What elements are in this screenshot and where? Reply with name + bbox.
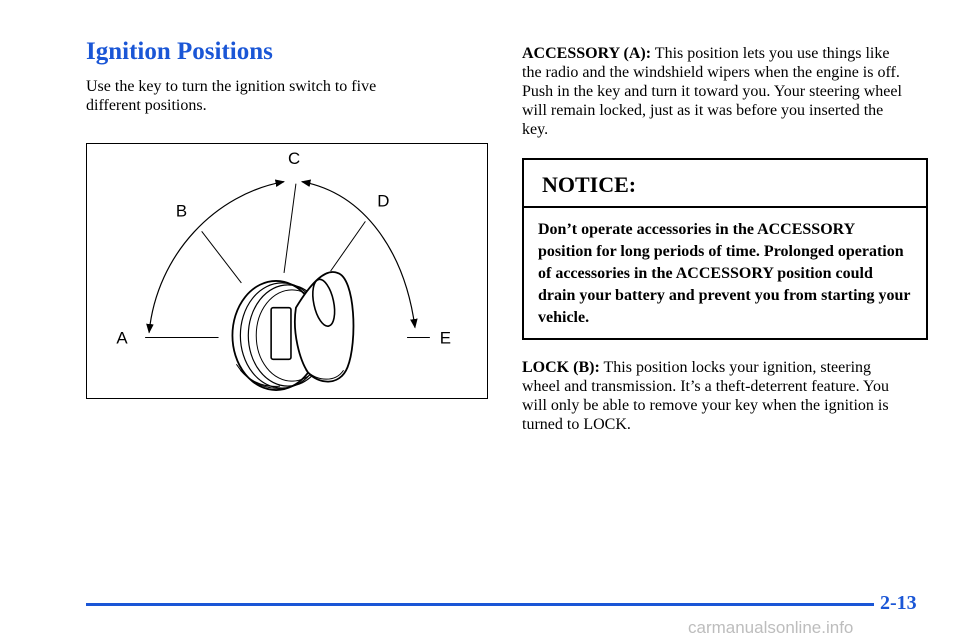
- intro-paragraph: Use the key to turn the ignition switch to five different positions.: [86, 78, 377, 114]
- notice-heading: NOTICE:: [524, 160, 926, 208]
- ignition-diagram-svg: [87, 144, 487, 398]
- position-label-d: D: [377, 191, 390, 211]
- position-label-e: E: [439, 328, 452, 348]
- position-label-b: B: [175, 201, 188, 221]
- line-c: [284, 184, 296, 273]
- lock-text: This position locks your ignition, steering wheel and transmission. It’s a theft-deterrent feature. You will only be able to remove your key when the ignition is turned to LOCK.: [522, 359, 890, 433]
- position-label-c: C: [287, 148, 301, 168]
- accessory-paragraph: [522, 44, 912, 139]
- watermark: carmanualsonline.info: [688, 618, 854, 637]
- page-title: Ignition Positions: [86, 38, 273, 65]
- arc-a-to-c: [149, 182, 284, 333]
- line-b: [202, 231, 242, 283]
- position-label-a: A: [116, 328, 128, 348]
- lock-heading: LOCK (B):: [522, 359, 600, 376]
- page-number: 2-13: [880, 592, 917, 614]
- lock-paragraph: [522, 358, 912, 434]
- notice-box: [522, 158, 928, 340]
- line-d: [331, 221, 366, 271]
- accessory-heading: ACCESSORY (A):: [522, 45, 652, 62]
- notice-text: Don’t operate accessories in the ACCESSORY position for long periods of time. Prolonged operation of accessories in the ACCESSORY position could drain your battery and prevent you from starting your vehicle.: [538, 221, 911, 326]
- accessory-text: This position lets you use things like the radio and the windshield wipers when the engine is off. Push in the key and turn it toward you. Your steering wheel will remain locked, just as it was before you inserted the key.: [522, 45, 902, 138]
- footer-rule: [86, 603, 874, 606]
- ignition-diagram: [86, 143, 488, 399]
